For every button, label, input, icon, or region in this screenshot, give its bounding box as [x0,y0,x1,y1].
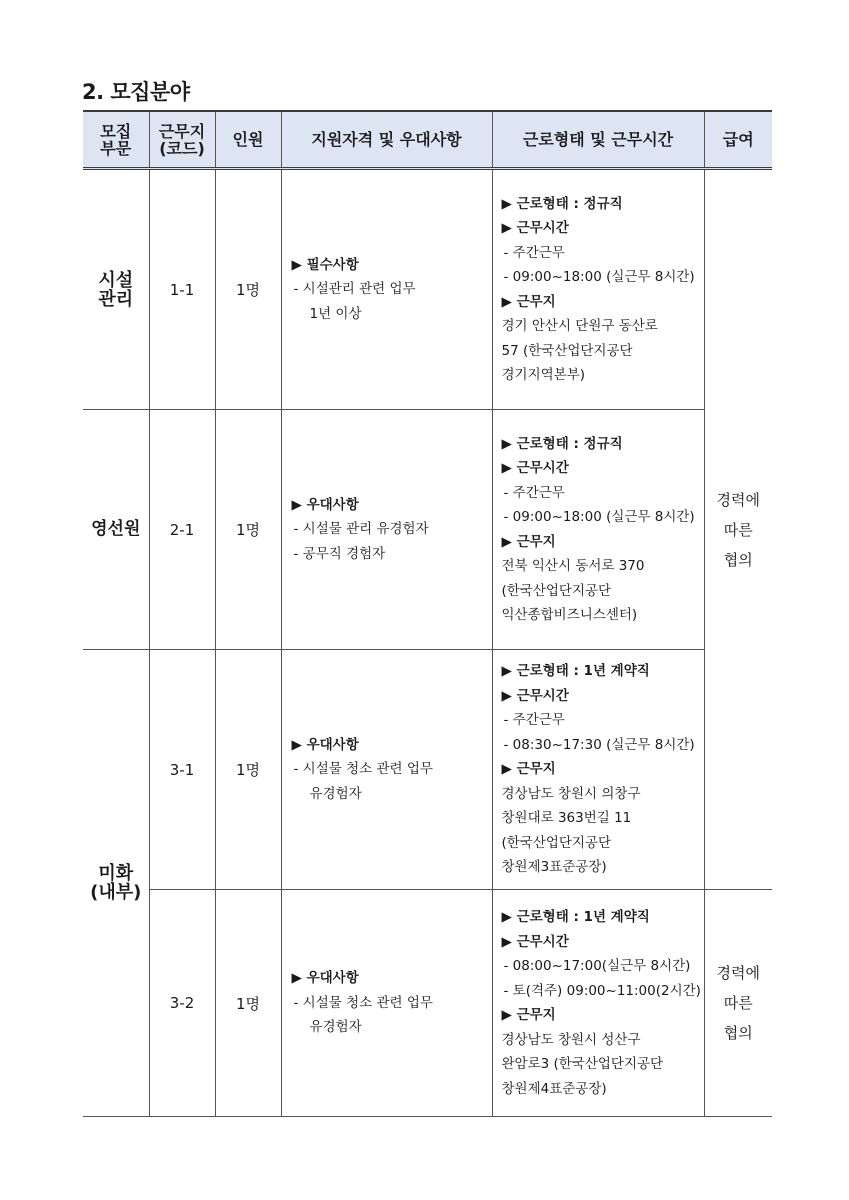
table-row [83,890,772,1117]
count-cell: 1명 [215,890,281,1117]
conditions-cell: ▶ 근로형태 : 1년 계약직 ▶ 근무시간 - 주간근무 - 08:30~17:30 (실근무 8시간) ▶ 근무지 경상남도 창원시 의창구 창원대로 363번길 11 (한국산업단지공단 창원제3표준공장) [492,650,704,890]
code-cell: 3-2 [149,890,215,1117]
qualification-cell: ▶ 우대사항 - 시설물 관리 유경험자 - 공무직 경험자 [281,410,492,650]
header-division: 모집 부문 [83,111,149,169]
count-cell: 1명 [215,169,281,410]
header-location-code: 근무지 (코드) [149,111,215,169]
header-count: 인원 [215,111,281,169]
table-row [83,410,772,650]
header-qualification: 지원자격 및 우대사항 [281,111,492,169]
conditions-cell: ▶ 근로형태 : 1년 계약직 ▶ 근무시간 - 08:00~17:00(실근무 8시간) - 토(격주) 09:00~11:00(2시간) ▶ 근무지 경상남도 창원시 성산구 완암로3 (한국산업단지공단 창원제4표준공장) [492,890,704,1117]
conditions-cell: ▶ 근로형태 : 정규직 ▶ 근무시간 - 주간근무 - 09:00~18:00 (실근무 8시간) ▶ 근무지 전북 익산시 동서로 370 (한국산업단지공단 익산종합비즈니스센터) [492,410,704,650]
header-conditions: 근로형태 및 근무시간 [492,111,704,169]
table-row [83,650,772,890]
pay-cell: 경력에 따른 협의 [704,169,772,890]
code-cell: 2-1 [149,410,215,650]
division-cell: 미화 (내부) [83,650,149,1117]
code-cell: 1-1 [149,169,215,410]
pay-cell: 경력에 따른 협의 [704,890,772,1117]
count-cell: 1명 [215,410,281,650]
section-title: 2. 모집분야 [82,80,190,104]
conditions-cell: ▶ 근로형태 : 정규직 ▶ 근무시간 - 주간근무 - 09:00~18:00 (실근무 8시간) ▶ 근무지 경기 안산시 단원구 동산로 57 (한국산업단지공단 경기지역본부) [492,169,704,410]
qualification-cell: ▶ 우대사항 - 시설물 청소 관련 업무 유경험자 [281,650,492,890]
division-cell: 시설 관리 [83,169,149,410]
qualification-cell: ▶ 필수사항 - 시설관리 관련 업무 1년 이상 [281,169,492,410]
count-cell: 1명 [215,650,281,890]
recruitment-table [83,110,772,1117]
qualification-cell: ▶ 우대사항 - 시설물 청소 관련 업무 유경험자 [281,890,492,1117]
table-row [83,169,772,410]
division-cell: 영선원 [83,410,149,650]
header-pay: 급여 [704,111,772,169]
code-cell: 3-1 [149,650,215,890]
table-header-row [83,111,772,169]
